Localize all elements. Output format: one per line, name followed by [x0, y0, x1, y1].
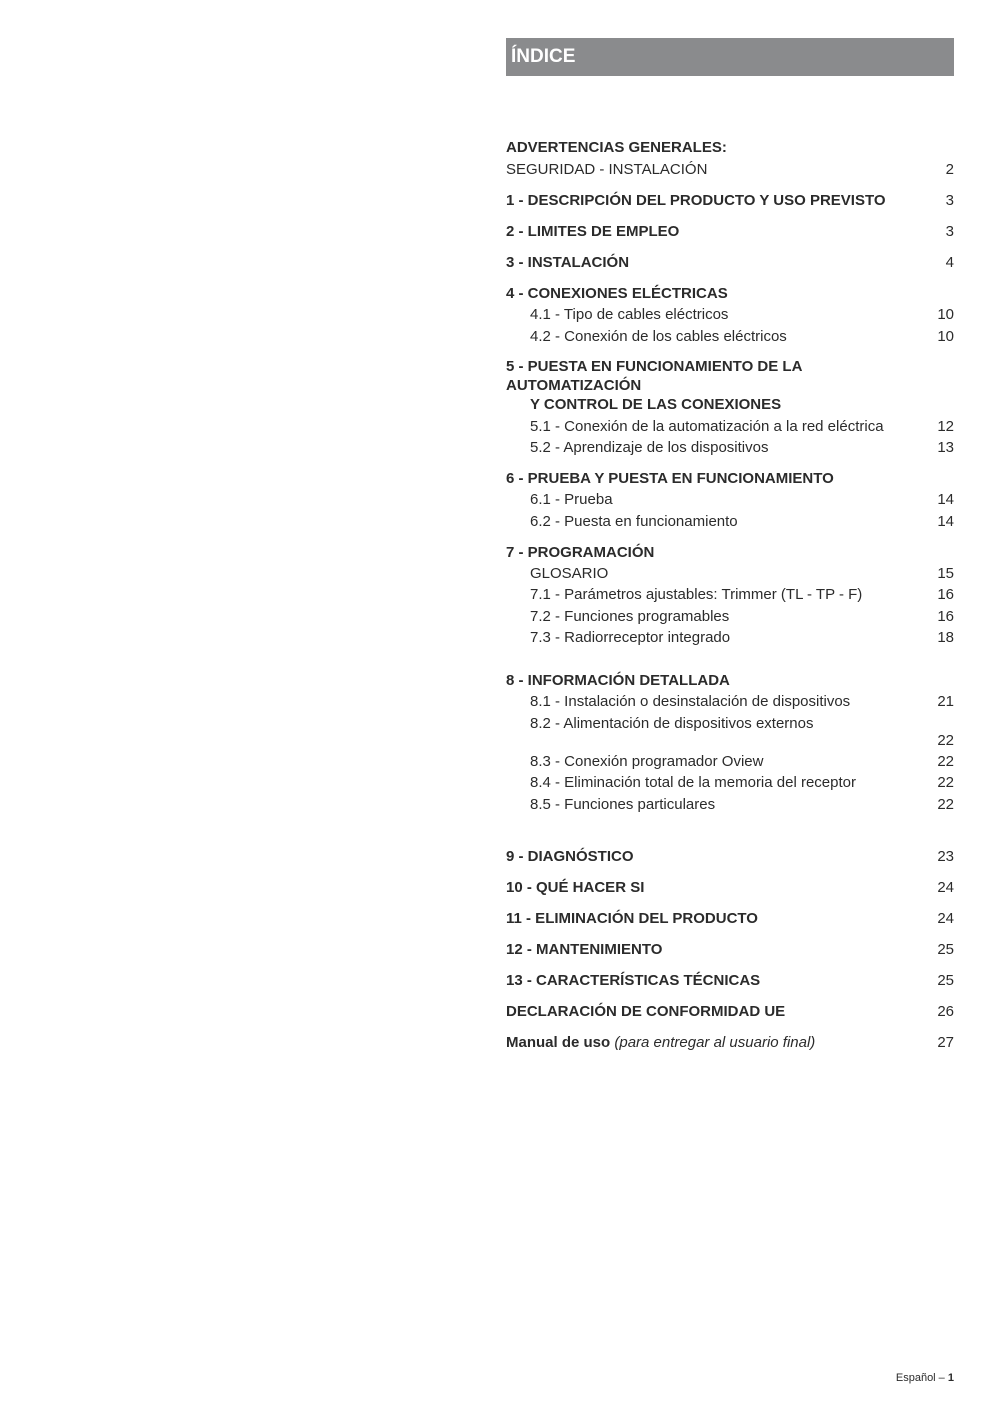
page-footer [896, 1371, 954, 1385]
page-number: 24 [937, 910, 954, 927]
table-of-contents [506, 137, 954, 1053]
page-number: 14 [937, 513, 954, 530]
toc-entry-section-5-1[interactable]: 5.1 - Conexión de la automatización a la red eléctrica 12 [530, 418, 954, 435]
toc-entry-section-13[interactable]: 13 - CARACTERÍSTICAS TÉCNICAS 25 [506, 972, 954, 989]
page-number: 13 [937, 439, 954, 456]
page-number: 4 [945, 254, 954, 271]
toc-entry-section-4-1[interactable]: 4.1 - Tipo de cables eléctricos 10 [530, 306, 954, 323]
toc-entry-section-12[interactable]: 12 - MANTENIMIENTO 25 [506, 941, 954, 958]
page-number: 27 [937, 1034, 954, 1051]
page-number: 22 [937, 732, 954, 749]
page-number: 25 [937, 941, 954, 958]
page-number: 14 [937, 491, 954, 508]
page-number: 16 [937, 608, 954, 625]
page-number: 2 [945, 161, 954, 178]
toc-entry-section-8-1[interactable]: 8.1 - Instalación o desinstalación de dispositivos 21 [530, 693, 954, 710]
manual-label: Manual de uso [506, 1034, 611, 1051]
toc-entry-section-6-1[interactable]: 6.1 - Prueba 14 [530, 491, 954, 508]
toc-entry-section-7-3[interactable]: 7.3 - Radiorreceptor integrado 18 [530, 629, 954, 646]
toc-entry-glossary[interactable]: GLOSARIO 15 [530, 565, 954, 582]
page-number: 24 [937, 879, 954, 896]
toc-entry-declaration[interactable]: DECLARACIÓN DE CONFORMIDAD UE 26 [506, 1003, 954, 1020]
toc-entry-section-8-3[interactable]: 8.3 - Conexión programador Oview 22 [530, 753, 954, 770]
page-number: 3 [945, 223, 954, 240]
page-number: 18 [937, 629, 954, 646]
toc-entry-section-11[interactable]: 11 - ELIMINACIÓN DEL PRODUCTO 24 [506, 910, 954, 927]
page-number: 22 [937, 796, 954, 813]
footer-page-number: 1 [947, 1372, 954, 1384]
page-number: 10 [937, 328, 954, 345]
index-title: ÍNDICE [511, 46, 576, 67]
toc-entry-user-manual[interactable] [506, 1032, 954, 1053]
page-number: 10 [937, 306, 954, 323]
toc-entry-section-8-5[interactable]: 8.5 - Funciones particulares 22 [530, 796, 954, 813]
page-number: 21 [937, 693, 954, 710]
toc-entry-section-4[interactable]: 4 - CONEXIONES ELÉCTRICAS [506, 285, 728, 302]
page-number: 15 [937, 565, 954, 582]
toc-entry-section-7-2[interactable]: 7.2 - Funciones programables 16 [530, 608, 954, 625]
toc-entry-section-7-1[interactable]: 7.1 - Parámetros ajustables: Trimmer (TL - TP - F) 16 [530, 586, 954, 603]
footer-language: Español – [895, 1372, 945, 1384]
toc-entry-section-8-4[interactable]: 8.4 - Eliminación total de la memoria del receptor 22 [530, 774, 954, 791]
manual-note: (para entregar al usuario final) [614, 1034, 816, 1051]
page-number: 22 [937, 774, 954, 791]
toc-entry-safety-installation[interactable]: SEGURIDAD - INSTALACIÓN 2 [506, 161, 954, 178]
toc-entry-section-4-2[interactable]: 4.2 - Conexión de los cables eléctricos 10 [530, 328, 954, 345]
toc-entry-section-8-2[interactable]: 8.2 - Alimentación de dispositivos externos 22 [530, 715, 954, 749]
toc-entry-section-10[interactable]: 10 - QUÉ HACER SI 24 [506, 879, 954, 896]
toc-entry-general-warnings[interactable]: ADVERTENCIAS GENERALES: [506, 139, 727, 156]
page-number: 23 [937, 848, 954, 865]
page-number: 12 [937, 418, 954, 435]
toc-entry-section-1[interactable]: 1 - DESCRIPCIÓN DEL PRODUCTO Y USO PREVISTO 3 [506, 192, 954, 209]
page-number: 16 [937, 586, 954, 603]
toc-entry-section-8[interactable]: 8 - INFORMACIÓN DETALLADA [506, 672, 730, 689]
toc-entry-section-7[interactable]: 7 - PROGRAMACIÓN [506, 544, 655, 561]
toc-entry-section-6-2[interactable]: 6.2 - Puesta en funcionamiento 14 [530, 513, 954, 530]
toc-entry-section-5-2[interactable]: 5.2 - Aprendizaje de los dispositivos 13 [530, 439, 954, 456]
page-number: 3 [945, 192, 954, 209]
index-header [506, 38, 954, 76]
toc-entry-section-9[interactable]: 9 - DIAGNÓSTICO 23 [506, 848, 954, 865]
toc-entry-section-5[interactable]: 5 - PUESTA EN FUNCIONAMIENTO DE LA AUTOMATIZACIÓN Y CONTROL DE LAS CONEXIONES [506, 358, 802, 413]
page-number: 22 [937, 753, 954, 770]
toc-entry-section-3[interactable]: 3 - INSTALACIÓN 4 [506, 254, 954, 271]
page-number: 26 [937, 1003, 954, 1020]
page-number: 25 [937, 972, 954, 989]
toc-entry-section-2[interactable]: 2 - LIMITES DE EMPLEO 3 [506, 223, 954, 240]
toc-entry-section-6[interactable]: 6 - PRUEBA Y PUESTA EN FUNCIONAMIENTO [506, 470, 834, 487]
